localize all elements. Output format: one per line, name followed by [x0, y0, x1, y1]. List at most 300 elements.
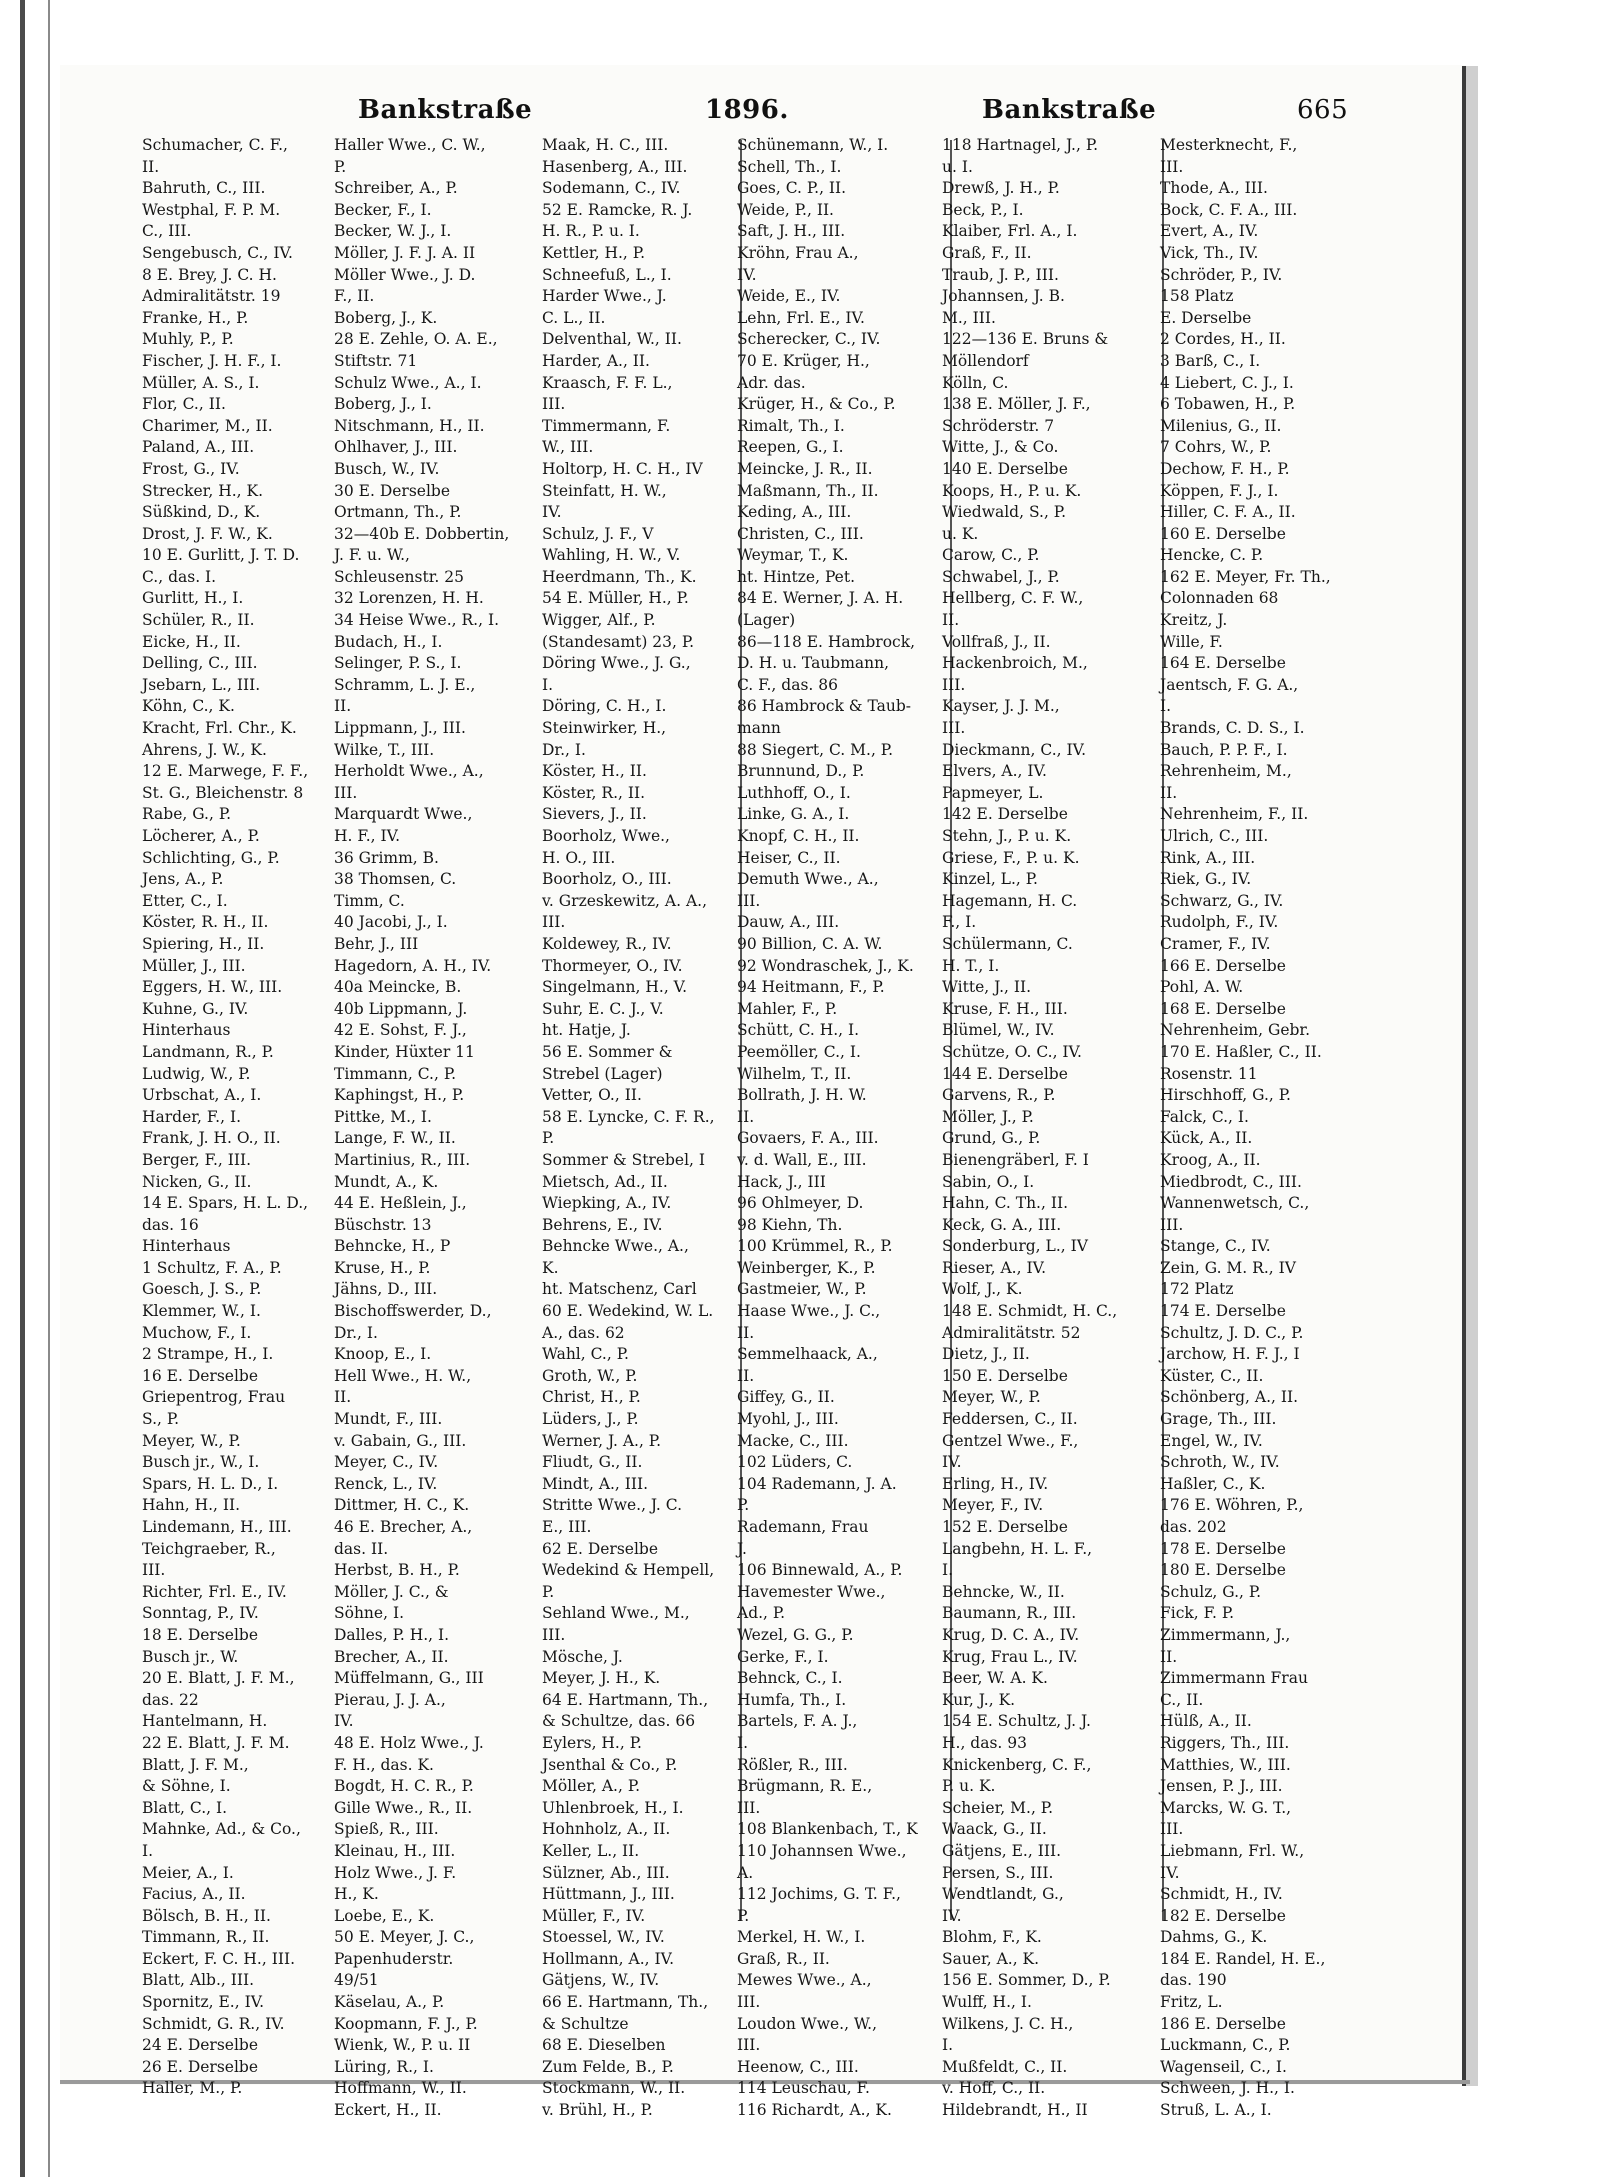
- directory-entry: & Schultze, das. 66: [542, 1712, 696, 1731]
- directory-entry: Paland, A., III.: [142, 438, 255, 457]
- directory-entry: Dr., I.: [542, 740, 586, 759]
- directory-entry: Cramer, F., IV.: [1160, 934, 1271, 953]
- directory-entry: Behrens, E., IV.: [542, 1215, 663, 1234]
- directory-entry: Wendtlandt, G.,: [942, 1885, 1064, 1904]
- directory-entry: Wilke, T., III.: [334, 740, 435, 759]
- directory-entry: H. R., P. u. I.: [542, 222, 640, 241]
- directory-entry: Klemmer, W., I.: [142, 1302, 261, 1321]
- directory-entry: Urbschat, A., I.: [142, 1086, 262, 1105]
- directory-entry: II.: [334, 697, 352, 716]
- directory-entry: 162 E. Meyer, Fr. Th.,: [1160, 567, 1331, 586]
- directory-entry: 96 Ohlmeyer, D.: [737, 1194, 864, 1213]
- directory-entry: S., P.: [142, 1410, 180, 1429]
- directory-entry: Bauch, P. P. F., I.: [1160, 740, 1288, 759]
- directory-entry: 112 Jochims, G. T. F.,: [737, 1885, 901, 1904]
- directory-entry: 20 E. Blatt, J. F. M.,: [142, 1669, 295, 1688]
- directory-entry: II.: [942, 611, 960, 630]
- scanner-background: [0, 0, 60, 2177]
- directory-entry: Hagemann, H. C.: [942, 891, 1078, 910]
- directory-entry: Gerke, F., I.: [737, 1647, 829, 1666]
- directory-entry: Harder, F., I.: [142, 1107, 241, 1126]
- directory-entry: 156 E. Sommer, D., P.: [942, 1971, 1111, 1990]
- directory-entry: Schleusenstr. 25: [334, 567, 464, 586]
- directory-entry: 49/51: [334, 1971, 379, 1990]
- directory-entry: Kayser, J. J. M.,: [942, 697, 1060, 716]
- directory-entry: Bollrath, J. H. W.: [737, 1086, 867, 1105]
- directory-entry: Sauer, A., K.: [942, 1949, 1040, 1968]
- directory-entry: Mundt, F., III.: [334, 1410, 443, 1429]
- directory-entry: 32 Lorenzen, H. H.: [334, 589, 484, 608]
- directory-entry: Scheier, M., P.: [942, 1798, 1054, 1817]
- directory-entry: Evert, A., IV.: [1160, 222, 1259, 241]
- directory-entry: Elvers, A., IV.: [942, 762, 1047, 781]
- directory-entry: Thormeyer, O., IV.: [542, 956, 683, 975]
- directory-entry: Kettler, H., P.: [542, 243, 645, 262]
- directory-entry: Wezel, G. G., P.: [737, 1625, 854, 1644]
- directory-entry: Feddersen, C., II.: [942, 1410, 1078, 1429]
- directory-entry: Strecker, H., K.: [142, 481, 264, 500]
- directory-entry: 12 E. Marwege, F. F.,: [142, 762, 309, 781]
- directory-entry: Charimer, M., II.: [142, 416, 273, 435]
- directory-entry: Richter, Frl. E., IV.: [142, 1582, 287, 1601]
- directory-entry: Rehrenheim, M.,: [1160, 762, 1292, 781]
- directory-entry: Blümel, W., IV.: [942, 1021, 1055, 1040]
- directory-entry: Teichgraeber, R.,: [142, 1539, 276, 1558]
- directory-entry: 86 Hambrock & Taub-: [737, 697, 912, 716]
- directory-entry: Möllendorf: [942, 351, 1029, 370]
- directory-entry: Lüders, J., P.: [542, 1410, 639, 1429]
- directory-entry: Fick, F. P.: [1160, 1604, 1235, 1623]
- directory-entry: 2 Cordes, H., II.: [1160, 330, 1286, 349]
- directory-entry: Singelmann, H., V.: [542, 978, 688, 997]
- directory-entry: v. Brühl, H., P.: [542, 2101, 653, 2120]
- directory-entry: Frost, G., IV.: [142, 459, 240, 478]
- directory-entry: F., II.: [334, 287, 375, 306]
- directory-entry: Jarchow, H. F. J., I: [1160, 1345, 1300, 1364]
- directory-entry: Meyer, W., P.: [142, 1431, 241, 1450]
- directory-entry: Boberg, J., K.: [334, 308, 438, 327]
- directory-entry: II.: [737, 1107, 755, 1126]
- directory-entry: Köhn, C., K.: [142, 697, 235, 716]
- directory-entry: Harder Wwe., J.: [542, 287, 667, 306]
- directory-entry: Pittke, M., I.: [334, 1107, 432, 1126]
- directory-entry: Bartels, F. A. J.,: [737, 1712, 858, 1731]
- directory-entry: Adr. das.: [737, 373, 806, 392]
- directory-entry: Wannenwetsch, C.,: [1160, 1194, 1310, 1213]
- directory-entry: Frank, J. H. O., II.: [142, 1129, 281, 1148]
- directory-entry: Jähns, D., III.: [334, 1280, 438, 1299]
- directory-entry: D. H. u. Taubmann,: [737, 654, 890, 673]
- directory-entry: 178 E. Derselbe: [1160, 1539, 1286, 1558]
- directory-entry: Hellberg, C. F. W.,: [942, 589, 1084, 608]
- directory-entry: Luckmann, C., P.: [1160, 2036, 1291, 2055]
- directory-entry: Vollfraß, J., II.: [942, 632, 1051, 651]
- directory-entry: IV.: [737, 265, 757, 284]
- directory-entry: Dittmer, H. C., K.: [334, 1496, 470, 1515]
- directory-entry: E. Derselbe: [1160, 308, 1252, 327]
- directory-entry: ht. Matschenz, Carl: [542, 1280, 697, 1299]
- directory-entry: Brügmann, R. E.,: [737, 1777, 873, 1796]
- directory-entry: 8 E. Brey, J. C. H.: [142, 265, 277, 284]
- directory-entry: 116 Richardt, A., K.: [737, 2101, 892, 2120]
- directory-entry: Schmidt, G. R., IV.: [142, 2014, 285, 2033]
- directory-entry: Ortmann, Th., P.: [334, 503, 462, 522]
- directory-entry: Herholdt Wwe., A.,: [334, 762, 484, 781]
- directory-entry: v. d. Wall, E., III.: [737, 1150, 867, 1169]
- directory-entry: Lehn, Frl. E., IV.: [737, 308, 865, 327]
- directory-entry: Strebel (Lager): [542, 1064, 663, 1083]
- directory-entry: III.: [542, 395, 566, 414]
- directory-entry: 40a Meincke, B.: [334, 978, 462, 997]
- directory-entry: Meyer, F., IV.: [942, 1496, 1044, 1515]
- directory-entry: v. Gabain, G., III.: [334, 1431, 467, 1450]
- directory-entry: das. 202: [1160, 1518, 1227, 1536]
- directory-entry: Reepen, G., I.: [737, 438, 844, 457]
- directory-entry: Miedbrodt, C., III.: [1160, 1172, 1302, 1191]
- directory-entry: F. H., das. K.: [334, 1755, 434, 1774]
- directory-entry: Löcherer, A., P.: [142, 827, 260, 845]
- directory-entry: Dauw, A., III.: [737, 913, 840, 932]
- directory-entry: 2 Strampe, H., I.: [142, 1345, 274, 1364]
- directory-entry: Timmann, R., II.: [142, 1928, 270, 1947]
- directory-entry: Brands, C. D. S., I.: [1160, 719, 1305, 738]
- directory-entry: 140 E. Derselbe: [942, 459, 1068, 478]
- directory-entry: Loudon Wwe., W.,: [737, 2014, 877, 2033]
- directory-entry: Klaiber, Frl. A., I.: [942, 222, 1078, 241]
- directory-entry: Kroog, A., II.: [1160, 1150, 1261, 1169]
- directory-entry: das. 190: [1160, 1971, 1227, 1990]
- directory-entry: J. F. u. W.,: [334, 546, 410, 565]
- directory-entry: Waack, G., II.: [942, 1820, 1047, 1839]
- directory-entry: III.: [942, 719, 966, 738]
- directory-entry: 54 E. Müller, H., P.: [542, 589, 689, 608]
- directory-entry: 174 E. Derselbe: [1160, 1302, 1286, 1321]
- directory-entry: Landmann, R., P.: [142, 1042, 274, 1061]
- directory-entry: Wilhelm, T., II.: [737, 1064, 852, 1083]
- directory-entry: Schumacher, C. F.,: [142, 136, 288, 154]
- directory-entry: Müller, F., IV.: [542, 1906, 646, 1925]
- directory-entry: Schröder, P., IV.: [1160, 265, 1283, 284]
- directory-entry: Papmeyer, L.: [942, 783, 1044, 802]
- directory-entry: Goesch, J. S., P.: [142, 1280, 262, 1299]
- directory-entry: Nicken, G., II.: [142, 1172, 252, 1191]
- directory-entry: Boberg, J., I.: [334, 395, 432, 414]
- directory-entry: Havemester Wwe.,: [737, 1582, 886, 1601]
- directory-entry: Steinfatt, H. W.,: [542, 481, 667, 500]
- directory-entry: Lange, F. W., II.: [334, 1129, 456, 1148]
- directory-entry: Linke, G. A., I.: [737, 805, 850, 824]
- directory-entry: Koopmann, F. J., P.: [334, 2014, 478, 2033]
- directory-entry: Hahn, H., II.: [142, 1496, 241, 1515]
- directory-entry: Schulz, G., P.: [1160, 1582, 1262, 1601]
- directory-entry: 144 E. Derselbe: [942, 1064, 1068, 1083]
- directory-entry: Fritz, L.: [1160, 1993, 1223, 2012]
- scan-edge-line: [48, 0, 50, 2177]
- directory-entry: Bahruth, C., III.: [142, 179, 266, 198]
- directory-entry: Sengebusch, C., IV.: [142, 243, 293, 262]
- directory-entry: 94 Heitmann, F., P.: [737, 978, 885, 997]
- directory-entry: Nitschmann, H., II.: [334, 416, 485, 435]
- directory-entry: Spars, H. L. D., I.: [142, 1474, 279, 1493]
- directory-entry: Rink, A., III.: [1160, 848, 1256, 867]
- directory-entry: Kaphingst, H., P.: [334, 1086, 465, 1105]
- directory-entry: Weide, P., II.: [737, 200, 834, 219]
- directory-entry: Meier, A., I.: [142, 1863, 234, 1882]
- directory-entry: Hoffmann, W., II.: [334, 2079, 467, 2098]
- street-name-right: Bankstraße: [982, 95, 1157, 125]
- directory-entry: Schwarz, G., IV.: [1160, 891, 1284, 910]
- directory-entry: Rimalt, Th., I.: [737, 416, 845, 435]
- directory-entry: Dr., I.: [334, 1323, 378, 1342]
- directory-entry: Admiralitätstr. 19: [142, 287, 281, 306]
- directory-entry: Sonderburg, L., IV: [942, 1237, 1088, 1256]
- street-name-left: Bankstraße: [358, 95, 533, 125]
- directory-entry: Langbehn, H. L. F.,: [942, 1539, 1093, 1558]
- directory-entry: Hagedorn, A. H., IV.: [334, 956, 492, 975]
- directory-entry: Keck, G. A., III.: [942, 1215, 1062, 1234]
- directory-entry: Muchow, F., I.: [142, 1323, 252, 1342]
- directory-entry: I.: [142, 1841, 154, 1860]
- directory-entry: Süßkind, D., K.: [142, 503, 261, 522]
- directory-entry: Drost, J. F. W., K.: [142, 524, 273, 543]
- directory-entry: C. L., II.: [542, 308, 606, 327]
- directory-entry: 172 Platz: [1160, 1280, 1234, 1299]
- directory-entry: Wille, F.: [1160, 632, 1223, 651]
- directory-entry: Müller, A. S., I.: [142, 373, 260, 392]
- directory-entry: Mindt, A., III.: [542, 1474, 649, 1493]
- directory-entry: Nehrenheim, F., II.: [1160, 805, 1309, 824]
- directory-entry: Hollmann, A., IV.: [542, 1949, 675, 1968]
- directory-entry: Wedekind & Hempell,: [542, 1561, 715, 1580]
- directory-entry: P. u. K.: [942, 1777, 996, 1796]
- directory-entry: 50 E. Meyer, J. C.,: [334, 1928, 475, 1947]
- directory-entry: Köster, H., II.: [542, 762, 647, 781]
- directory-entry: III.: [737, 891, 761, 910]
- directory-entry: Behncke Wwe., A.,: [542, 1237, 689, 1256]
- directory-entry: 170 E. Haßler, C., II.: [1160, 1042, 1322, 1061]
- directory-entry: 184 E. Randel, H. E.,: [1160, 1949, 1326, 1968]
- directory-entry: Mahler, F., P.: [737, 999, 838, 1018]
- directory-entry: Myohl, J., III.: [737, 1410, 839, 1429]
- directory-entry: Boorholz, O., III.: [542, 870, 672, 889]
- directory-entry: Facius, A., II.: [142, 1885, 246, 1904]
- directory-entry: Möller Wwe., J. D.: [334, 265, 476, 284]
- directory-entry: Ulrich, C., III.: [1160, 827, 1269, 845]
- directory-entry: Selinger, P. S., I.: [334, 654, 462, 673]
- directory-entry: III.: [1160, 157, 1184, 176]
- directory-entry: Weide, E., IV.: [737, 287, 841, 306]
- directory-entry: Kinzel, L., P.: [942, 870, 1038, 889]
- directory-entry: Lüring, R., I.: [334, 2057, 434, 2076]
- directory-entry: Renck, L., IV.: [334, 1474, 438, 1493]
- directory-entry: Schroth, W., IV.: [1160, 1453, 1280, 1472]
- directory-entry: Witte, J., & Co.: [942, 438, 1059, 457]
- directory-entry: Mietsch, Ad., II.: [542, 1172, 668, 1191]
- directory-entry: Jsebarn, L., III.: [142, 675, 261, 694]
- directory-entry: Grund, G., P.: [942, 1129, 1041, 1148]
- directory-entry: IV.: [942, 1453, 962, 1472]
- directory-entry: Wagenseil, C., I.: [1160, 2057, 1287, 2076]
- directory-entry: Möller, J., P.: [942, 1107, 1034, 1126]
- directory-entry: Mewes Wwe., A.,: [737, 1971, 872, 1990]
- directory-entry: Krug, Frau L., IV.: [942, 1647, 1078, 1666]
- directory-entry: Hell Wwe., H. W.,: [334, 1366, 472, 1385]
- directory-entry: Rosenstr. 11: [1160, 1064, 1258, 1083]
- directory-entry: Martinius, R., III.: [334, 1150, 471, 1169]
- directory-entry: 32—40b E. Dobbertin,: [334, 524, 510, 543]
- directory-entry: St. G., Bleichenstr. 8: [142, 783, 304, 802]
- directory-entry: Holz Wwe., J. F.: [334, 1863, 457, 1882]
- directory-column-6: [1160, 135, 1390, 2120]
- directory-entry: Meyer, W., P.: [942, 1388, 1041, 1407]
- directory-entry: 58 E. Lyncke, C. F. R.,: [542, 1107, 715, 1126]
- directory-entry: Haase Wwe., J. C.,: [737, 1302, 881, 1321]
- directory-entry: Dahms, G., K.: [1160, 1928, 1268, 1947]
- directory-entry: Schreiber, A., P.: [334, 179, 458, 198]
- directory-entry: Schultz, J. D. C., P.: [1160, 1323, 1304, 1342]
- directory-entry: Scherecker, C., IV.: [737, 330, 881, 349]
- directory-entry: Sievers, J., II.: [542, 805, 647, 824]
- directory-entry: Käselau, A., P.: [334, 1993, 445, 2012]
- directory-entry: 180 E. Derselbe: [1160, 1561, 1286, 1580]
- directory-entry: 28 E. Zehle, O. A. E.,: [334, 330, 498, 349]
- directory-entry: C., das. I.: [142, 567, 217, 586]
- directory-entry: I.: [542, 675, 554, 694]
- directory-entry: Berger, F., III.: [142, 1150, 252, 1169]
- directory-entry: Kück, A., II.: [1160, 1129, 1253, 1148]
- directory-entry: Mösche, J.: [542, 1647, 623, 1666]
- directory-entry: Jaentsch, F. G. A.,: [1160, 675, 1299, 694]
- directory-entry: 38 Thomsen, C.: [334, 870, 457, 889]
- directory-entry: Blatt, J. F. M.,: [142, 1755, 249, 1774]
- directory-entry: Hinterhaus: [142, 1237, 231, 1256]
- directory-entry: H., K.: [334, 1885, 379, 1904]
- directory-entry: Schneefuß, L., I.: [542, 265, 672, 284]
- directory-entry: Bogdt, H. C. R., P.: [334, 1777, 474, 1796]
- directory-entry: Rabe, G., P.: [142, 805, 232, 824]
- directory-column-4: [737, 135, 967, 2120]
- directory-entry: 142 E. Derselbe: [942, 805, 1068, 824]
- directory-entry: Luthhoff, O., I.: [737, 783, 851, 802]
- directory-entry: Döring, C. H., I.: [542, 697, 667, 716]
- directory-entry: Westphal, F. P. M.: [142, 200, 281, 219]
- directory-entry: Werner, J. A., P.: [542, 1431, 662, 1450]
- directory-entry: Flor, C., II.: [142, 395, 226, 414]
- directory-entry: III.: [942, 675, 966, 694]
- directory-entry: Bölsch, B. H., II.: [142, 1906, 271, 1925]
- directory-entry: ht. Hatje, J.: [542, 1021, 631, 1040]
- directory-entry: Schröderstr. 7: [942, 416, 1055, 435]
- directory-entry: Schütt, C. H., I.: [737, 1021, 860, 1040]
- directory-entry: Ludwig, W., P.: [142, 1064, 251, 1083]
- directory-entry: Knopf, C. H., II.: [737, 827, 860, 845]
- directory-entry: 90 Billion, C. A. W.: [737, 934, 883, 953]
- directory-entry: das. 22: [142, 1690, 199, 1709]
- directory-entry: Wulff, H., I.: [942, 1993, 1032, 2012]
- directory-entry: Timmermann, F.: [542, 416, 671, 435]
- directory-entry: Fischer, J. H. F., I.: [142, 351, 282, 370]
- directory-entry: Schönberg, A., II.: [1160, 1388, 1299, 1407]
- directory-entry: Behnck, C., I.: [737, 1669, 843, 1688]
- directory-entry: Mundt, A., K.: [334, 1172, 439, 1191]
- directory-entry: 92 Wondraschek, J., K.: [737, 956, 914, 975]
- directory-entry: u. K.: [942, 524, 979, 543]
- directory-entry: 98 Kiehn, Th.: [737, 1215, 843, 1234]
- directory-entry: Söhne, I.: [334, 1604, 404, 1623]
- directory-entry: Schramm, L. J. E.,: [334, 675, 476, 694]
- directory-entry: Hinterhaus: [142, 1021, 231, 1040]
- directory-entry: Schünemann, W., I.: [737, 136, 889, 154]
- directory-entry: Jsenthal & Co., P.: [542, 1755, 678, 1774]
- directory-entry: Eckert, F. C. H., III.: [142, 1949, 296, 1968]
- directory-entry: 66 E. Hartmann, Th.,: [542, 1993, 709, 2012]
- directory-entry: Ohlhaver, J., III.: [334, 438, 458, 457]
- directory-entry: III.: [542, 913, 566, 932]
- directory-entry: 52 E. Ramcke, R. J.: [542, 200, 693, 219]
- directory-entry: Eicke, H., II.: [142, 632, 241, 651]
- directory-entry: Sodemann, C., IV.: [542, 179, 681, 198]
- directory-entry: Stockmann, W., II.: [542, 2079, 686, 2098]
- directory-entry: Dietz, J., II.: [942, 1345, 1030, 1364]
- directory-entry: Lippmann, J., III.: [334, 719, 466, 738]
- directory-entry: 30 E. Derselbe: [334, 481, 451, 500]
- directory-entry: Hackenbroich, M.,: [942, 654, 1088, 673]
- directory-entry: Wolf, J., K.: [942, 1280, 1023, 1299]
- directory-entry: Timm, C.: [334, 891, 405, 910]
- directory-entry: Liebmann, Frl. W.,: [1160, 1841, 1305, 1860]
- directory-entry: Kölln, C.: [942, 373, 1009, 392]
- directory-entry: Delling, C., III.: [142, 654, 258, 673]
- directory-entry: Rademann, Frau: [737, 1518, 869, 1536]
- directory-entry: Traub, J. P., III.: [942, 265, 1059, 284]
- directory-entry: C., II.: [1160, 1690, 1204, 1709]
- directory-entry: Goes, C. P., II.: [737, 179, 847, 198]
- directory-entry: Hohnholz, A., II.: [542, 1820, 671, 1839]
- directory-entry: Giffey, G., II.: [737, 1388, 835, 1407]
- directory-entry: Demuth Wwe., A.,: [737, 870, 879, 889]
- directory-entry: Kracht, Frl. Chr., K.: [142, 719, 297, 738]
- directory-entry: Garvens, R., P.: [942, 1086, 1056, 1105]
- directory-entry: Zimmermann, J.,: [1160, 1625, 1291, 1644]
- directory-entry: Pohl, A. W.: [1160, 978, 1244, 997]
- directory-entry: Hülß, A., II.: [1160, 1712, 1252, 1731]
- directory-entry: Erling, H., IV.: [942, 1474, 1049, 1493]
- directory-entry: Rieser, A., IV.: [942, 1258, 1046, 1277]
- directory-entry: Jensen, P. J., III.: [1160, 1777, 1283, 1796]
- directory-entry: Brecher, A., II.: [334, 1647, 449, 1666]
- directory-entry: Persen, S., III.: [942, 1863, 1054, 1882]
- directory-entry: Spieß, R., III.: [334, 1820, 439, 1839]
- directory-entry: Harder, A., II.: [542, 351, 650, 370]
- directory-column-2: [334, 135, 564, 2120]
- directory-entry: Eckert, H., II.: [334, 2101, 442, 2120]
- directory-entry: H. F., IV.: [334, 827, 401, 845]
- directory-entry: Struß, L. A., I.: [1160, 2101, 1272, 2120]
- directory-entry: K.: [542, 1258, 559, 1277]
- directory-entry: Gille Wwe., R., II.: [334, 1798, 473, 1817]
- directory-entry: Keller, L., II.: [542, 1841, 640, 1860]
- directory-entry: 1 Schultz, F. A., P.: [142, 1258, 282, 1277]
- directory-entry: 158 Platz: [1160, 287, 1234, 306]
- directory-entry: Möller, A., P.: [542, 1777, 641, 1796]
- directory-entry: Stoessel, W., IV.: [542, 1928, 665, 1947]
- directory-entry: 84 E. Werner, J. A. H.: [737, 589, 904, 608]
- directory-entry: Mesterknecht, F.,: [1160, 136, 1298, 154]
- directory-entry: Griepentrog, Frau: [142, 1388, 286, 1407]
- directory-entry: Kröhn, Frau A.,: [737, 243, 859, 262]
- directory-entry: 3 Barß, C., I.: [1160, 351, 1261, 370]
- directory-entry: Christen, C., III.: [737, 524, 864, 543]
